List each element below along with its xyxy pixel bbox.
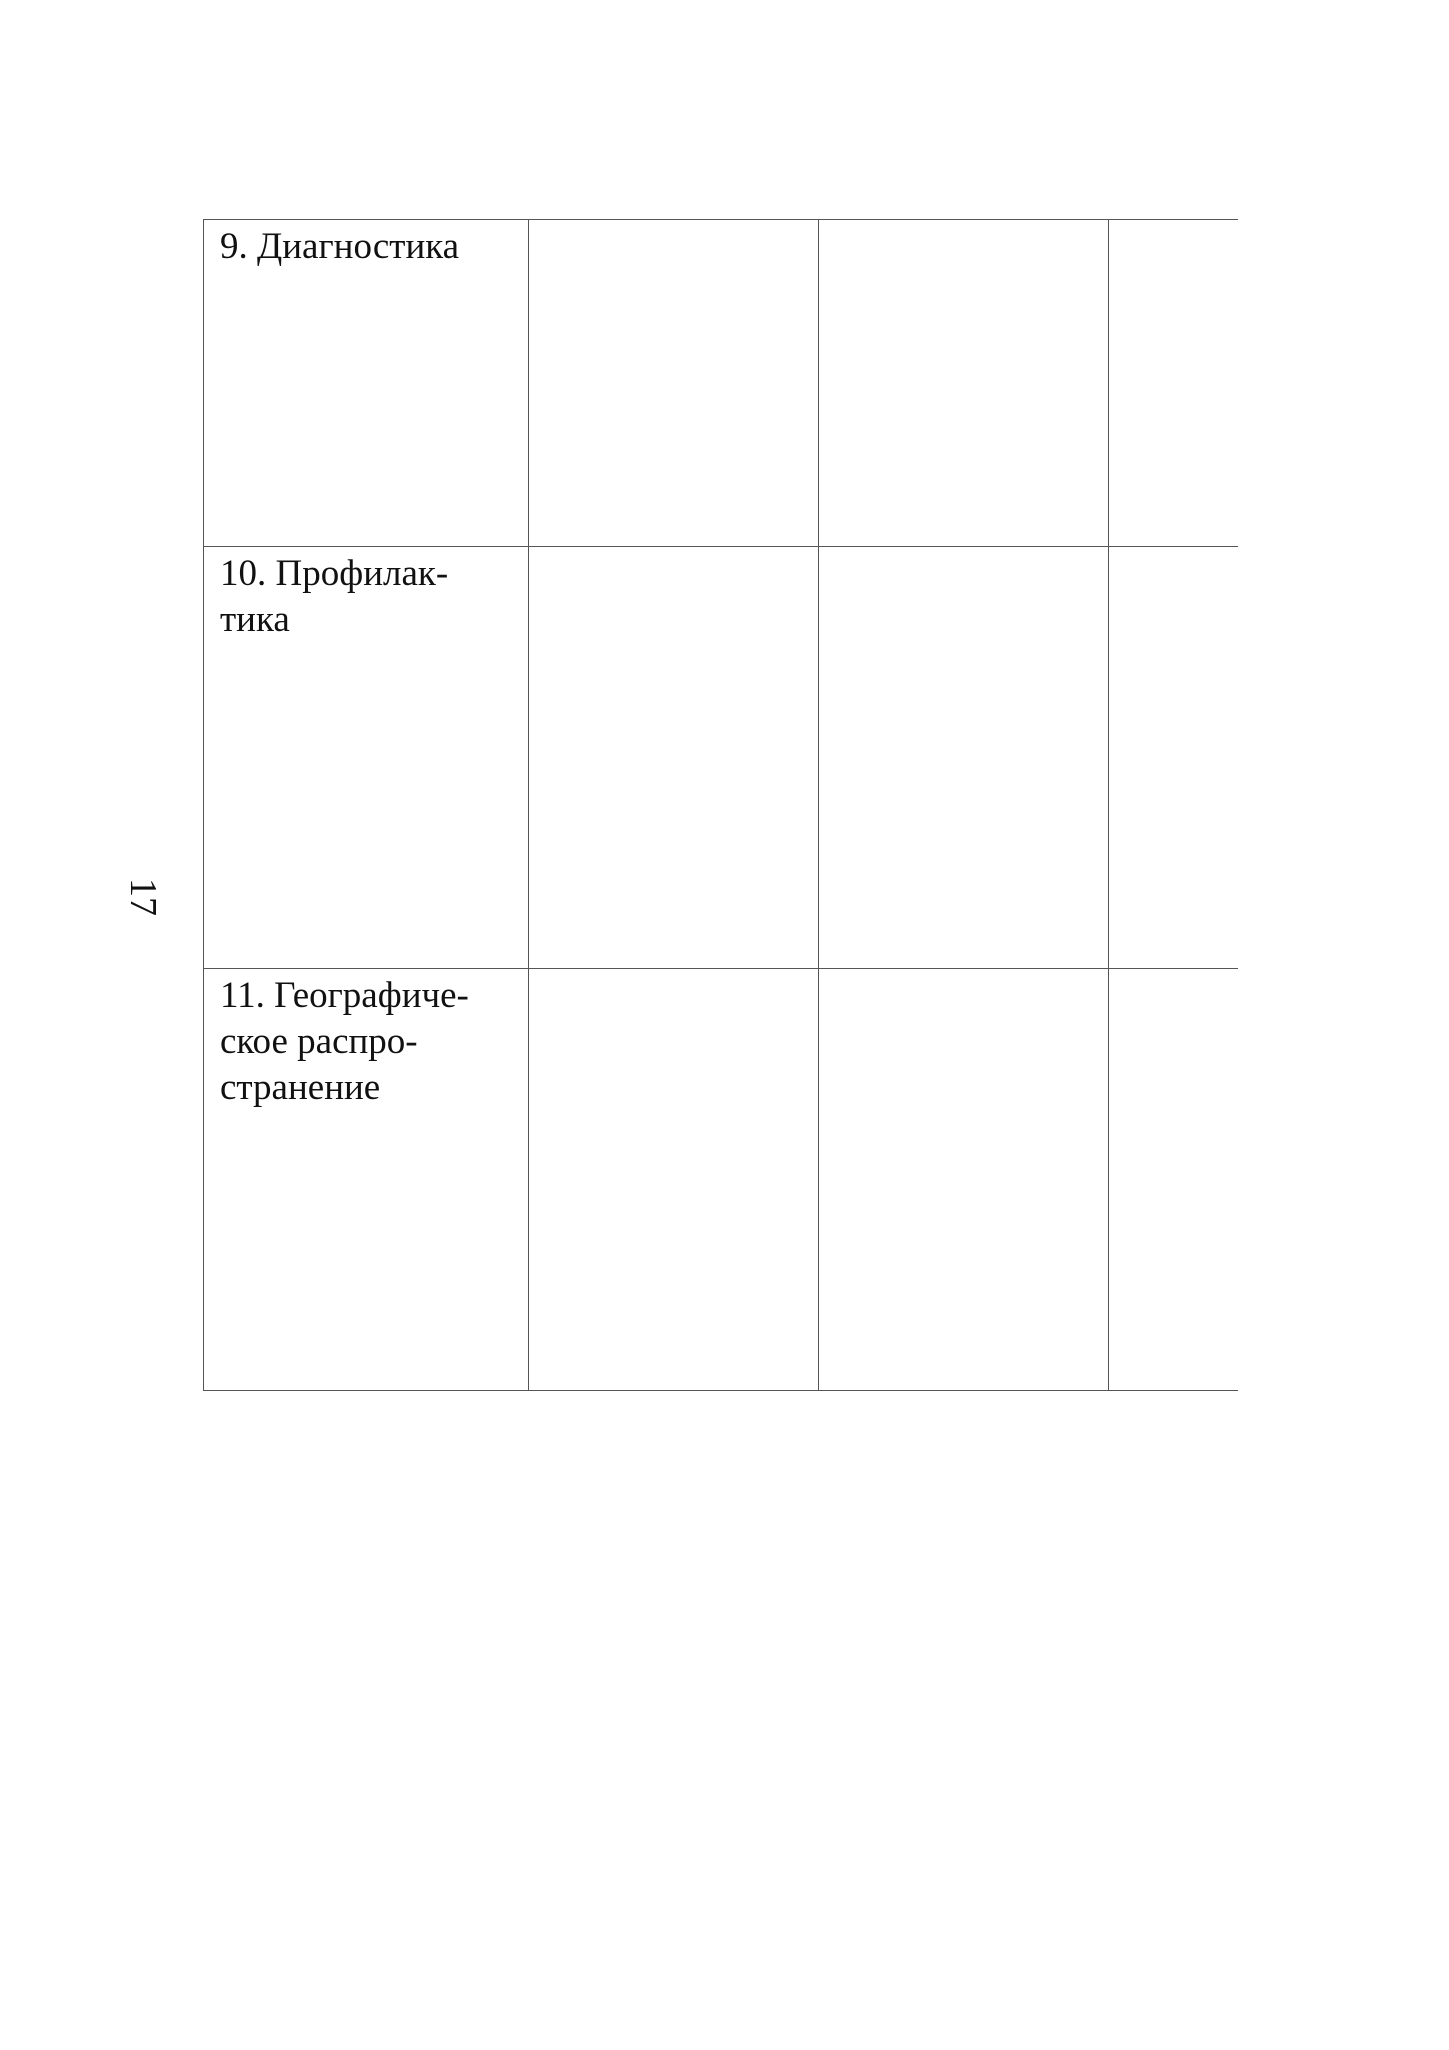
row-label-geographic-distribution: 11. Географиче- ское распро- странение	[220, 975, 469, 1108]
table-row	[204, 547, 1239, 969]
table-cell	[529, 969, 819, 1391]
table-cell	[529, 547, 819, 969]
row-label-cell	[204, 547, 529, 969]
table-row	[204, 220, 1239, 547]
data-table	[203, 219, 1238, 1391]
table-cell	[819, 969, 1109, 1391]
row-label-diagnostics: 9. Диагностика	[220, 226, 460, 267]
table-cell	[1109, 220, 1239, 547]
table-cell	[529, 220, 819, 547]
row-label-prevention: 10. Профилак- тика	[220, 553, 449, 640]
table-cell	[819, 547, 1109, 969]
row-label-cell	[204, 969, 529, 1391]
table-container	[203, 219, 1238, 1392]
row-label-cell	[204, 220, 529, 547]
page-number: 17	[122, 878, 164, 916]
table-cell	[1109, 547, 1239, 969]
table-row	[204, 969, 1239, 1391]
table-cell	[1109, 969, 1239, 1391]
table-cell	[819, 220, 1109, 547]
